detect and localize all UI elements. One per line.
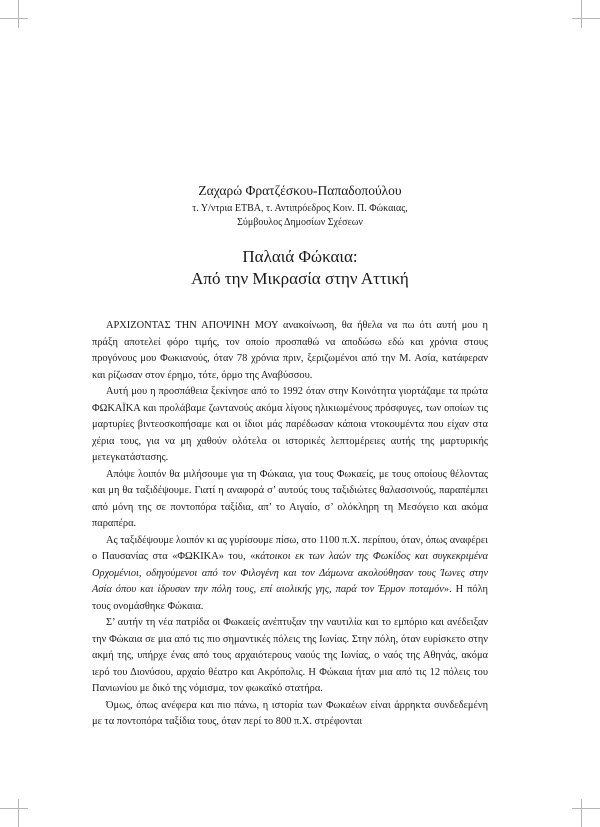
article-title xyxy=(110,246,490,290)
crop-mark-top-left xyxy=(18,0,19,28)
paragraph: Σ’ αυτήν τη νέα πατρίδα οι Φωκαείς ανέπτυξαν την ναυτιλία και το εμπόριο και ανέδειξαν την Φώκαια σε μια από τις πιο σημαντικές πόλεις της Ιωνίας. Στην πόλη, όταν ευρίσκετο στην ακμή της, υπήρχε ένας από τους αρχαιότερους ναούς της Ιωνίας, ο ναός της Αθηνάς, ακόμα ιερό του Διονύσου, αρχαίο θέατρο και Ακρόπολις. Η Φώκαια ήταν μια από τις 12 πόλεις του Πανιωνίου με δικό της νόμισμα, τον φωκαϊκό στατήρα. xyxy=(92,617,488,694)
paragraph: Ας ταξιδέψουμε λοιπόν κι ας γυρίσουμε πίσω, στο 1100 π.Χ. περίπου, όταν, όπως αναφέρει ο Παυσανίας στα «ΦΩΚΙΚΑ» του, «κάτοικοι εκ των λαών της Φωκίδος και συγκεκριμένα Ορχομένιοι, οδηγούμενοι από τον Φιλογένη και τον Δάμωνα ακολούθησαν τους Ίωνες στην Ασία όπου και ίδρυσαν την πόλη τους, επί αιολικής γης, παρά τον Έρμον ποταμόν». Η πόλη τους ονομάσθηκε Φώκαια. xyxy=(92,534,488,612)
crop-mark-bottom-right xyxy=(572,808,600,809)
crop-mark-top-left xyxy=(0,18,28,19)
pausanias-quote: κάτοικοι εκ των λαών της Φωκίδος και συγκεκριμένα Ορχομένιοι, οδηγούμενοι από τον Φιλογένη και τον Δάμωνα ακολούθησαν τους Ίωνες στην Ασία όπου και ίδρυσαν την πόλη τους, επί αιολικής γης, παρά τον Έρμον ποταμόν xyxy=(92,551,488,595)
crop-mark-top-right xyxy=(581,0,582,28)
paragraph: Όμως, όπως ανέφερα και πιο πάνω, η ιστορία των Φωκαέων είναι άρρηκτα συνδεδεμένη με τα ποντοπόρα ταξίδια τους, όταν περί το 800 π.Χ. στρέφονται xyxy=(92,699,488,727)
author-role-line-2: Σύμβουλος Δημοσίων Σχέσεων xyxy=(237,217,363,228)
article-title-line-2: Από την Μικρασία στην Αττική xyxy=(191,269,409,288)
crop-mark-top-right xyxy=(572,18,600,19)
article-title-line-1: Παλαιά Φώκαια: xyxy=(242,247,358,266)
paragraph: ΑΡΧΙΖΟΝΤΑΣ ΤΗΝ ΑΠΟΨΙΝΗ ΜΟΥ ανακοίνωση, θα ήθελα να πω ότι αυτή μου η πράξη αποτελεί φόρο τιμής, τον οποίο προσπαθώ να αποδώσω εδώ και χρόνια στους προγόνους μου Φωκιανούς, όταν 78 χρόνια πριν, ξεριζωμένοι από την Μ. Ασία, κατάφεραν και ρίζωσαν στον έρημο, τότε, όρμο της Αναβύσσου. xyxy=(92,320,488,381)
author-name: Ζαχαρώ Φρατζέσκου-Παπαδοπούλου xyxy=(198,183,402,198)
author-block xyxy=(110,182,490,230)
paragraph: Αυτή μου η προσπάθεια ξεκίνησε από το 1992 όταν στην Κοινότητα γιορτάζαμε τα πρώτα ΦΩΚΑΪΚΑ και προλάβαμε ζωντανούς ακόμα λίγους ηλικιωμένους πρόσφυγες, των οποίων τις μαρτυρίες βιντεοσκοπήσαμε και οι ίδιοι μάς παρέδωσαν κάποια ντοκουμέντα που είχαν στα χέρια τους, για να μη χαθούν ολότελα οι ιστορικές λεπτομέρειες αυτής της μαρτυρικής μετεγκατάστασης. xyxy=(92,386,488,463)
paragraph: Απόψε λοιπόν θα μιλήσουμε για τη Φώκαια, για τους Φωκαείς, με τους οποίους θέλοντας και μη θα ταξιδέψουμε. Γιατί η αναφορά σ’ αυτούς τους ταξιδιώτες θαλασσινούς, παραπέμπει από μόνη της σε ποντοπόρα ταξίδια, απ’ το Αιγαίο, σ’ ολόκληρη τη Μεσόγειο και ακόμα παραπέρα. xyxy=(92,468,488,529)
article-body xyxy=(92,318,488,731)
author-role-line-1: τ. Υ/ντρια ΕΤΒΑ, τ. Αντιπρόεδρος Κοιν. Π. Φώκαιας, xyxy=(192,203,408,214)
author-role xyxy=(110,202,490,230)
crop-mark-bottom-left xyxy=(0,808,28,809)
crop-mark-bottom-right xyxy=(581,799,582,827)
paragraph-lead: ΑΡΧΙΖΟΝΤΑΣ ΤΗΝ ΑΠΟΨΙΝΗ ΜΟΥ xyxy=(106,320,279,331)
crop-mark-bottom-left xyxy=(18,799,19,827)
